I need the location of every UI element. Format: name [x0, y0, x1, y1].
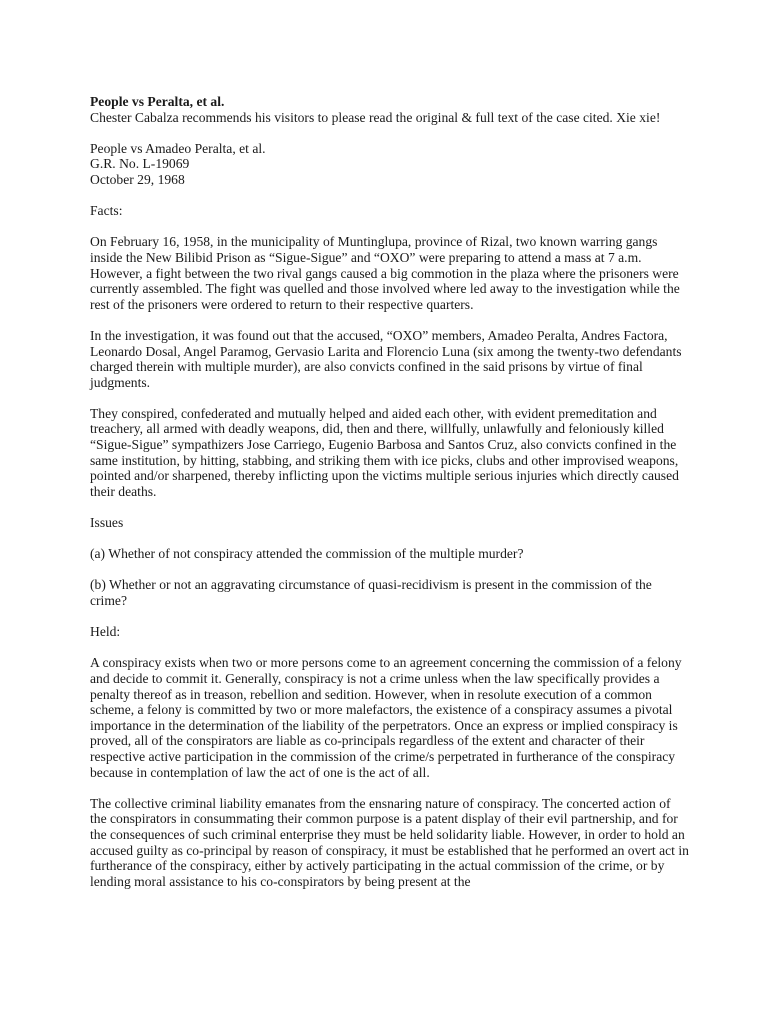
facts-paragraph: In the investigation, it was found out that the accused, “OXO” members, Amadeo Peralta, Andres Factora, Leonardo Dosal, Angel Paramog, Gervasio Larita and Florencio Luna (six among the twenty-two defendants charged therein with multiple murder), are also convicts confined in the said prisons by virtue of final judgments. [90, 327, 682, 390]
held-heading: Held: [90, 624, 121, 640]
case-gr-number: G.R. No. L-19069 [90, 156, 190, 172]
held-paragraph: A conspiracy exists when two or more persons come to an agreement concerning the commission of a felony and decide to commit it. Generally, conspiracy is not a crime unless when the law specifically provides a penalty thereof as in treason, rebellion and sedition. However, when in resolute execution of a common scheme, a felony is committed by two or more malefactors, the existence of a conspiracy assumes a pivotal importance in the determination of the liability of the perpetrators. Once an express or implied conspiracy is proved, all of the conspirators are liable as co-principals regardless of the extent and character of their respective active participation in the commission of the crime/s perpetrated in furtherance of the conspiracy because in contemplation of law the act of one is the act of all. [90, 655, 682, 780]
document-subtitle: Chester Cabalza recommends his visitors to please read the original & full text of the case cited. Xie xie! [90, 109, 661, 125]
facts-paragraph: They conspired, confederated and mutually helped and aided each other, with evident premeditation and treachery, all armed with deadly weapons, did, then and there, willfully, unlawfully and feloniously killed “Sigue-Sigue” sympathizers Jose Carriego, Eugenio Barbosa and Santos Cruz, also convicts confined in the same institution, by hitting, stabbing, and striking them with ice picks, clubs and other improvised weapons, pointed and/or sharpened, thereby inflicting upon the victims multiple serious injuries which directly caused their deaths. [90, 405, 679, 499]
document-title: People vs Peralta, et al. [90, 94, 225, 109]
issue-item: (a) Whether of not conspiracy attended the commission of the multiple murder? [90, 546, 524, 562]
facts-heading: Facts: [90, 203, 123, 219]
held-paragraph: The collective criminal liability emanates from the ensnaring nature of conspiracy. The concerted action of the conspirators in consummating their common purpose is a patent display of their evil partnership, and for the consequences of such criminal enterprise they must be held solidarity liable. However, in order to hold an accused guilty as co-principal by reason of conspiracy, it must be established that he performed an overt act in furtherance of the conspiracy, either by actively participating in the actual commission of the crime, or by lending moral assistance to his co-conspirators by being present at the [90, 795, 689, 889]
issues-heading: Issues [90, 515, 124, 531]
case-date: October 29, 1968 [90, 171, 185, 187]
case-name: People vs Amadeo Peralta, et al. [90, 140, 266, 156]
facts-paragraph: On February 16, 1958, in the municipality of Muntinglupa, province of Rizal, two known warring gangs inside the New Bilibid Prison as “Sigue-Sigue” and “OXO” were preparing to attend a mass at 7 a.m. However, a fight between the two rival gangs caused a big commotion in the plaza where the prisoners were currently assembled. The fight was quelled and those involved where led away to the investigation while the rest of the prisoners were ordered to return to their respective quarters. [90, 234, 680, 312]
case-info [90, 141, 690, 188]
issue-item: (b) Whether or not an aggravating circumstance of quasi-recidivism is present in the commission of the crime? [90, 577, 652, 608]
document-page [90, 94, 690, 905]
